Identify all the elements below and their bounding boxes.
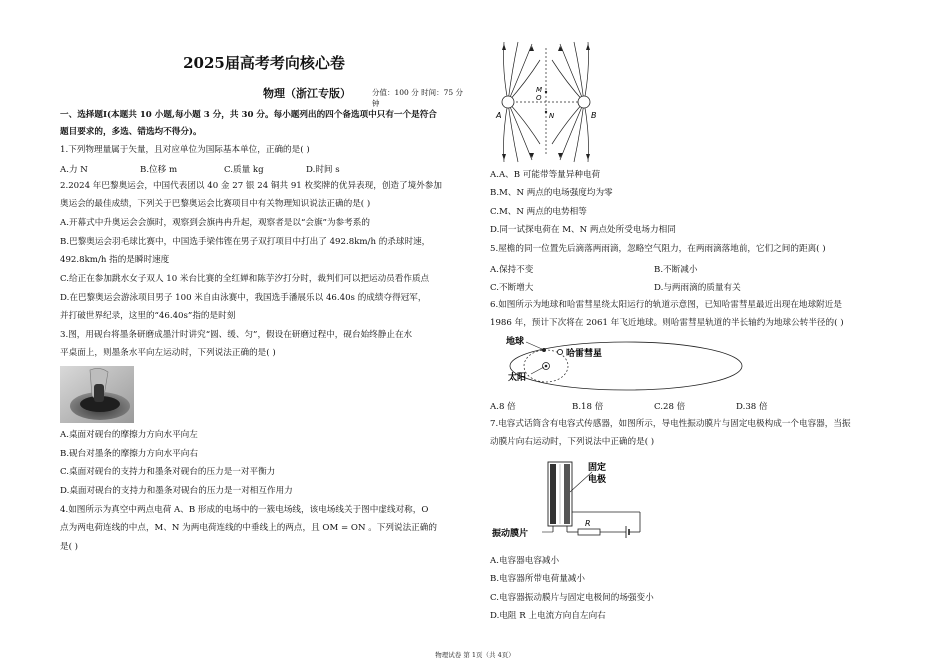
q1-option-d: D.时间 s [306, 165, 340, 175]
field-lines-figure [494, 40, 604, 165]
section-heading-line1: 一、选择题Ⅰ(本题共 10 小题,每小题 3 分，共 30 分。每小题列出的四个备选项中只有一个是符合 [60, 110, 437, 120]
page-subtitle: 物理（浙江专版） [263, 87, 351, 100]
inkstone-photo [60, 366, 134, 423]
q4-option-a: A.A、B 可能带等量异种电荷 [490, 170, 601, 180]
q4-stem-line1: 4.如图所示为真空中两点电荷 A、B 形成的电场中的一簇电场线，该电场线关于图中虚线对称，O [60, 505, 429, 515]
section-heading-line2: 题目要求的，多选、错选均不得分)。 [60, 127, 202, 137]
q6-option-b: B.18 倍 [572, 402, 604, 412]
q3-option-a: A.桌面对砚台的摩擦力方向水平向左 [60, 430, 198, 440]
q1-option-a: A.力 N [60, 165, 88, 175]
fixed-electrode-label1: 固定 [588, 463, 607, 473]
page-title: 2025届高考考向核心卷 [183, 54, 345, 72]
label-o: O [536, 94, 542, 102]
resistor-r [578, 529, 600, 535]
q2-option-c: C.给正在参加跳水女子双人 10 米台比赛的全红婵和陈芋汐打分时，裁判们可以把运动员看作质点 [60, 274, 430, 284]
charge-a [502, 96, 514, 108]
q3-option-c: C.桌面对砚台的支持力和墨条对砚台的压力是一对平衡力 [60, 467, 276, 477]
q5-option-b: B.不断减小 [654, 265, 698, 275]
q4-option-d: D.同一试探电荷在 M、N 两点处所受电场力相同 [490, 225, 676, 235]
q3-option-d: D.桌面对砚台的支持力和墨条对砚台的压力是一对相互作用力 [60, 486, 293, 496]
page-footer: 物理试卷 第 1页（共 4页） [435, 651, 515, 659]
q7-option-a: A.电容器电容减小 [490, 556, 560, 566]
earth-label: 地球 [506, 337, 525, 347]
q5-option-a: A.保持不变 [490, 265, 534, 275]
q3-option-b: B.砚台对墨条的摩擦力方向水平向右 [60, 449, 198, 459]
q7-option-b: B.电容器所带电荷量减小 [490, 574, 585, 584]
charge-b [578, 96, 590, 108]
q1-option-b: B.位移 m [140, 165, 178, 175]
resistor-label: R [585, 519, 591, 528]
q3-stem-line2: 平桌面上，则墨条水平向左运动时，下列说法正确的是( ) [60, 348, 276, 358]
label-a: A [496, 111, 502, 120]
q2-option-b-line2: 492.8km/h 指的是瞬时速度 [60, 255, 170, 265]
sun-label: 太阳 [508, 373, 527, 383]
q5-option-c: C.不断增大 [490, 283, 534, 293]
q4-option-c: C.M、N 两点的电势相等 [490, 207, 587, 217]
q6-stem-line1: 6.如图所示为地球和哈雷彗星绕太阳运行的轨道示意图，已知哈雷彗星最近出现在地球附近是 [490, 300, 842, 310]
q1-option-c: C.质量 kg [224, 165, 264, 175]
q6-option-c: C.28 倍 [654, 402, 686, 412]
score-time-meta: 分值：100 分 时间：75 分钟 [372, 88, 464, 108]
comet [557, 349, 562, 354]
label-b: B [591, 111, 597, 120]
q2-option-a: A.开幕式中升奥运会会旗时，观察到会旗冉冉升起，观察者是以“会旗”为参考系的 [60, 218, 370, 228]
earth [542, 348, 546, 352]
q6-option-d: D.38 倍 [736, 402, 768, 412]
orbit-figure [496, 334, 746, 396]
q7-option-c: C.电容器振动膜片与固定电极间的场强变小 [490, 593, 654, 603]
q6-option-a: A.8 倍 [490, 402, 516, 412]
q4-stem-line2: 点为两电荷连线的中点，M、N 为两电荷连线的中垂线上的两点，且 OM = ON 。下列说法正确的 [60, 523, 437, 533]
fixed-electrode-label2: 电极 [588, 475, 607, 485]
q3-stem-line1: 3.图，用砚台将墨条研磨成墨汁时讲究“圆、缓、匀”，假设在研磨过程中，砚台始终静止在水 [60, 330, 413, 340]
comet-label: 哈雷彗星 [566, 349, 603, 359]
membrane-label: 振动膜片 [492, 529, 529, 539]
label-m: M [536, 86, 543, 94]
capacitor-figure [492, 452, 652, 544]
q2-option-d-line2: 并打破世界纪录，这里的“46.40s”指的是时刻 [60, 311, 236, 321]
q5-option-d: D.与两雨滴的质量有关 [654, 283, 741, 293]
q2-stem-line2: 奥运会的最佳成绩，下列关于巴黎奥运会比赛项目中有关物理知识说法正确的是( ) [60, 199, 371, 209]
q6-stem-line2: 1986 年，预计下次将在 2061 年飞近地球。则哈雷彗星轨道的半长轴约为地球公转半径的( ) [490, 318, 844, 328]
q4-stem-line3: 是( ) [60, 542, 79, 552]
label-n: N [549, 112, 555, 120]
q7-stem-line1: 7.电容式话筒含有电容式传感器，如图所示，导电性振动膜片与固定电极构成一个电容器，当振 [490, 419, 851, 429]
q2-stem-line1: 2.2024 年巴黎奥运会，中国代表团以 40 金 27 银 24 铜共 91 枚奖牌的优异表现，创造了境外参加 [60, 181, 442, 191]
q7-stem-line2: 动膜片向右运动时，下列说法中正确的是( ) [490, 437, 655, 447]
q5-stem: 5.屋檐的同一位置先后滴落两雨滴，忽略空气阻力，在两雨滴落地前，它们之间的距离( ) [490, 244, 826, 254]
q2-option-b-line1: B.巴黎奥运会羽毛球比赛中，中国选手梁伟铿在男子双打项目中打出了 492.8km/h 的杀球时速， [60, 237, 431, 247]
q4-option-b: B.M、N 两点的电场强度均为零 [490, 188, 613, 198]
q1-stem: 1.下列物理量属于矢量，且对应单位为国际基本单位，正确的是( ) [60, 145, 310, 155]
q2-option-d-line1: D.在巴黎奥运会游泳项目男子 100 米自由泳赛中，我国选手潘展乐以 46.40s 的成绩夺得冠军， [60, 293, 427, 303]
q7-option-d: D.电阻 R 上电流方向自左向右 [490, 611, 606, 621]
